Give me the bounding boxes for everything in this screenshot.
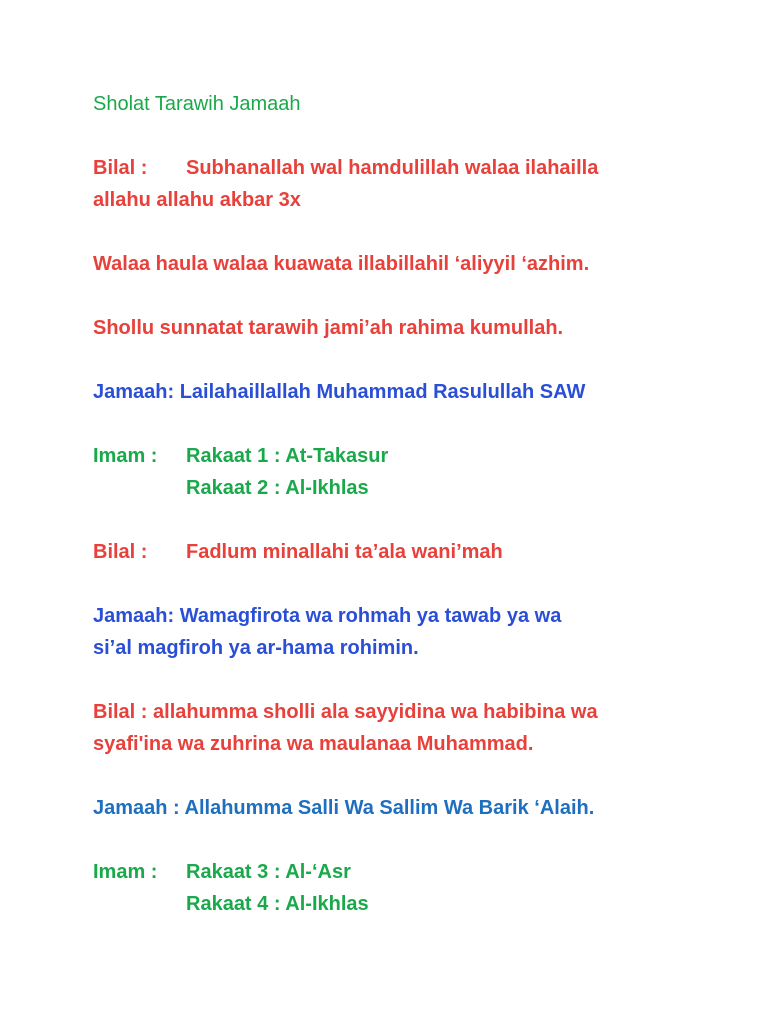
speaker-label-imam: Imam :: [93, 445, 158, 467]
bilal-line-5-cont: syafi'ina wa zuhrina wa maulanaa Muhammad.: [93, 733, 534, 755]
speaker-label-bilal-2: Bilal :: [93, 541, 148, 563]
bilal-line-2: Walaa haula walaa kuawata illabillahil ‘aliyyil ‘azhim.: [93, 253, 590, 275]
rakaat-4: Rakaat 4 : Al-Ikhlas: [186, 893, 369, 915]
rakaat-3: Rakaat 3 : Al-‘Asr: [186, 861, 351, 883]
jamaah-text: Lailahaillallah Muhammad Rasulullah SAW: [179, 381, 586, 403]
speaker-label-jamaah: Jamaah:: [93, 381, 175, 403]
jamaah-line-2: [93, 600, 733, 632]
speaker-label-bilal: Bilal :: [93, 157, 148, 179]
jamaah-line-1: [93, 376, 733, 408]
bilal-line-1-cont: allahu allahu akbar 3x: [93, 189, 301, 211]
bilal-line-1: [93, 152, 733, 184]
jamaah-text-2: Wamagfirota wa rohmah ya tawab ya wa: [179, 605, 562, 627]
speaker-label-jamaah-2: Jamaah:: [93, 605, 175, 627]
document-page: [93, 88, 733, 920]
document-title: Sholat Tarawih Jamaah: [93, 93, 301, 115]
bilal-text: Subhanallah wal hamdulillah walaa ilahailla: [186, 157, 599, 179]
jamaah-line-3: Jamaah : Allahumma Salli Wa Sallim Wa Barik ‘Alaih.: [93, 797, 595, 819]
speaker-label-imam-2: Imam :: [93, 861, 158, 883]
imam-line-1: [93, 440, 733, 472]
bilal-line-3: Shollu sunnatat tarawih jami’ah rahima kumullah.: [93, 317, 564, 339]
rakaat-1: Rakaat 1 : At-Takasur: [186, 445, 389, 467]
bilal-line-4: [93, 536, 733, 568]
bilal-line-5: Bilal : allahumma sholli ala sayyidina wa habibina wa: [93, 701, 598, 723]
rakaat-2: Rakaat 2 : Al-Ikhlas: [186, 477, 369, 499]
bilal-text-2: Fadlum minallahi ta’ala wani’mah: [186, 541, 503, 563]
jamaah-line-2-cont: si’al magfiroh ya ar-hama rohimin.: [93, 637, 419, 659]
imam-line-2: [93, 856, 733, 888]
